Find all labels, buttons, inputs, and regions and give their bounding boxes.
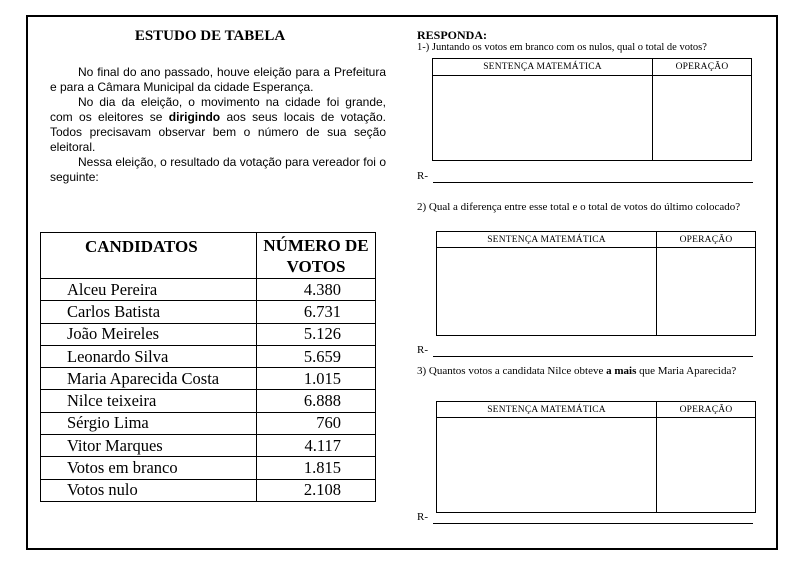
question-2: 2) Qual a diferença entre esse total e o total de votos do último colocado? (417, 201, 741, 213)
answer-table-header (433, 59, 752, 76)
table-row (41, 368, 376, 390)
intro-text (50, 65, 386, 185)
candidate-name: Votos nulo (41, 479, 257, 501)
table-row (41, 479, 376, 501)
table-row (41, 301, 376, 323)
table-row (41, 345, 376, 367)
vote-count: 1.815 (257, 457, 376, 479)
table-row (41, 435, 376, 457)
answer-table-body (437, 418, 756, 513)
candidate-name: Vitor Marques (41, 435, 257, 457)
table-row (41, 390, 376, 412)
table-row (41, 279, 376, 301)
col-operacao: OPERAÇÃO (653, 59, 752, 76)
candidate-name: Maria Aparecida Costa (41, 368, 257, 390)
col-sentenca: SENTENÇA MATEMÁTICA (433, 59, 653, 76)
candidate-name: Alceu Pereira (41, 279, 257, 301)
candidate-name: Nilce teixeira (41, 390, 257, 412)
intro-paragraph-2 (50, 95, 386, 155)
answer-underline (433, 356, 753, 357)
operacao-cell[interactable] (657, 418, 756, 513)
sentenca-cell[interactable] (433, 76, 653, 161)
intro-paragraph-3: Nessa eleição, o resultado da votação para vereador foi o seguinte: (50, 155, 386, 184)
table-row (41, 323, 376, 345)
answer-table-3 (436, 401, 756, 513)
candidate-name: Leonardo Silva (41, 345, 257, 367)
candidate-name: Votos em branco (41, 457, 257, 479)
votes-table (40, 232, 376, 502)
answer-table-1 (432, 58, 752, 161)
col-sentenca: SENTENÇA MATEMÁTICA (437, 232, 657, 248)
col-operacao: OPERAÇÃO (657, 402, 756, 418)
candidate-name: Carlos Batista (41, 301, 257, 323)
answer-underline (433, 523, 753, 524)
answer-table-header (437, 402, 756, 418)
vote-count: 5.659 (257, 345, 376, 367)
header-candidatos: CANDIDATOS (41, 233, 257, 279)
responda-heading: RESPONDA: (417, 28, 488, 42)
question-3-start: 3) Quantos votos a candidata Nilce obteve (417, 365, 607, 377)
intro-paragraph-2-bold: dirigindo (168, 110, 221, 124)
vote-count: 2.108 (257, 479, 376, 501)
sentenca-cell[interactable] (437, 418, 657, 513)
page-title: ESTUDO DE TABELA (134, 28, 286, 44)
sentenca-cell[interactable] (437, 248, 657, 336)
votes-table-header (41, 233, 376, 279)
answer-table-body (437, 248, 756, 336)
candidate-name: João Meireles (41, 323, 257, 345)
answer-label: R- (417, 170, 428, 182)
answer-table-body (433, 76, 752, 161)
answer-label: R- (417, 344, 428, 356)
table-row (41, 457, 376, 479)
intro-paragraph-1: No final do ano passado, houve eleição para a Prefeitura e para a Câmara Municipal da cidade Esperança. (50, 65, 386, 94)
vote-count: 1.015 (257, 368, 376, 390)
vote-count: 6.888 (257, 390, 376, 412)
answer-label: R- (417, 511, 428, 523)
vote-count: 4.380 (257, 279, 376, 301)
header-numero-de-votos: NÚMERO DE VOTOS (257, 233, 376, 279)
question-3 (417, 364, 767, 378)
answer-table-2 (436, 231, 756, 336)
operacao-cell[interactable] (653, 76, 752, 161)
question-3-end: que Maria Aparecida? (636, 365, 737, 377)
question-1: 1-) Juntando os votos em branco com os nulos, qual o total de votos? (417, 42, 707, 53)
answer-table-header (437, 232, 756, 248)
vote-count: 6.731 (257, 301, 376, 323)
col-sentenca: SENTENÇA MATEMÁTICA (437, 402, 657, 418)
intro-paragraph-2-end: aos seus locais de votação. Todos precisavam observar bem o número de sua seção eleitoral. (50, 110, 386, 154)
answer-underline (433, 182, 753, 183)
question-3-bold: a mais (606, 365, 637, 377)
intro-paragraph-2-start: No dia da eleição, o movimento na cidade foi grande, com os eleitores se (50, 95, 386, 124)
vote-count: 4.117 (257, 435, 376, 457)
vote-count: 5.126 (257, 323, 376, 345)
table-row (41, 412, 376, 434)
operacao-cell[interactable] (657, 248, 756, 336)
vote-count: 760 (257, 412, 376, 434)
col-operacao: OPERAÇÃO (657, 232, 756, 248)
candidate-name: Sérgio Lima (41, 412, 257, 434)
